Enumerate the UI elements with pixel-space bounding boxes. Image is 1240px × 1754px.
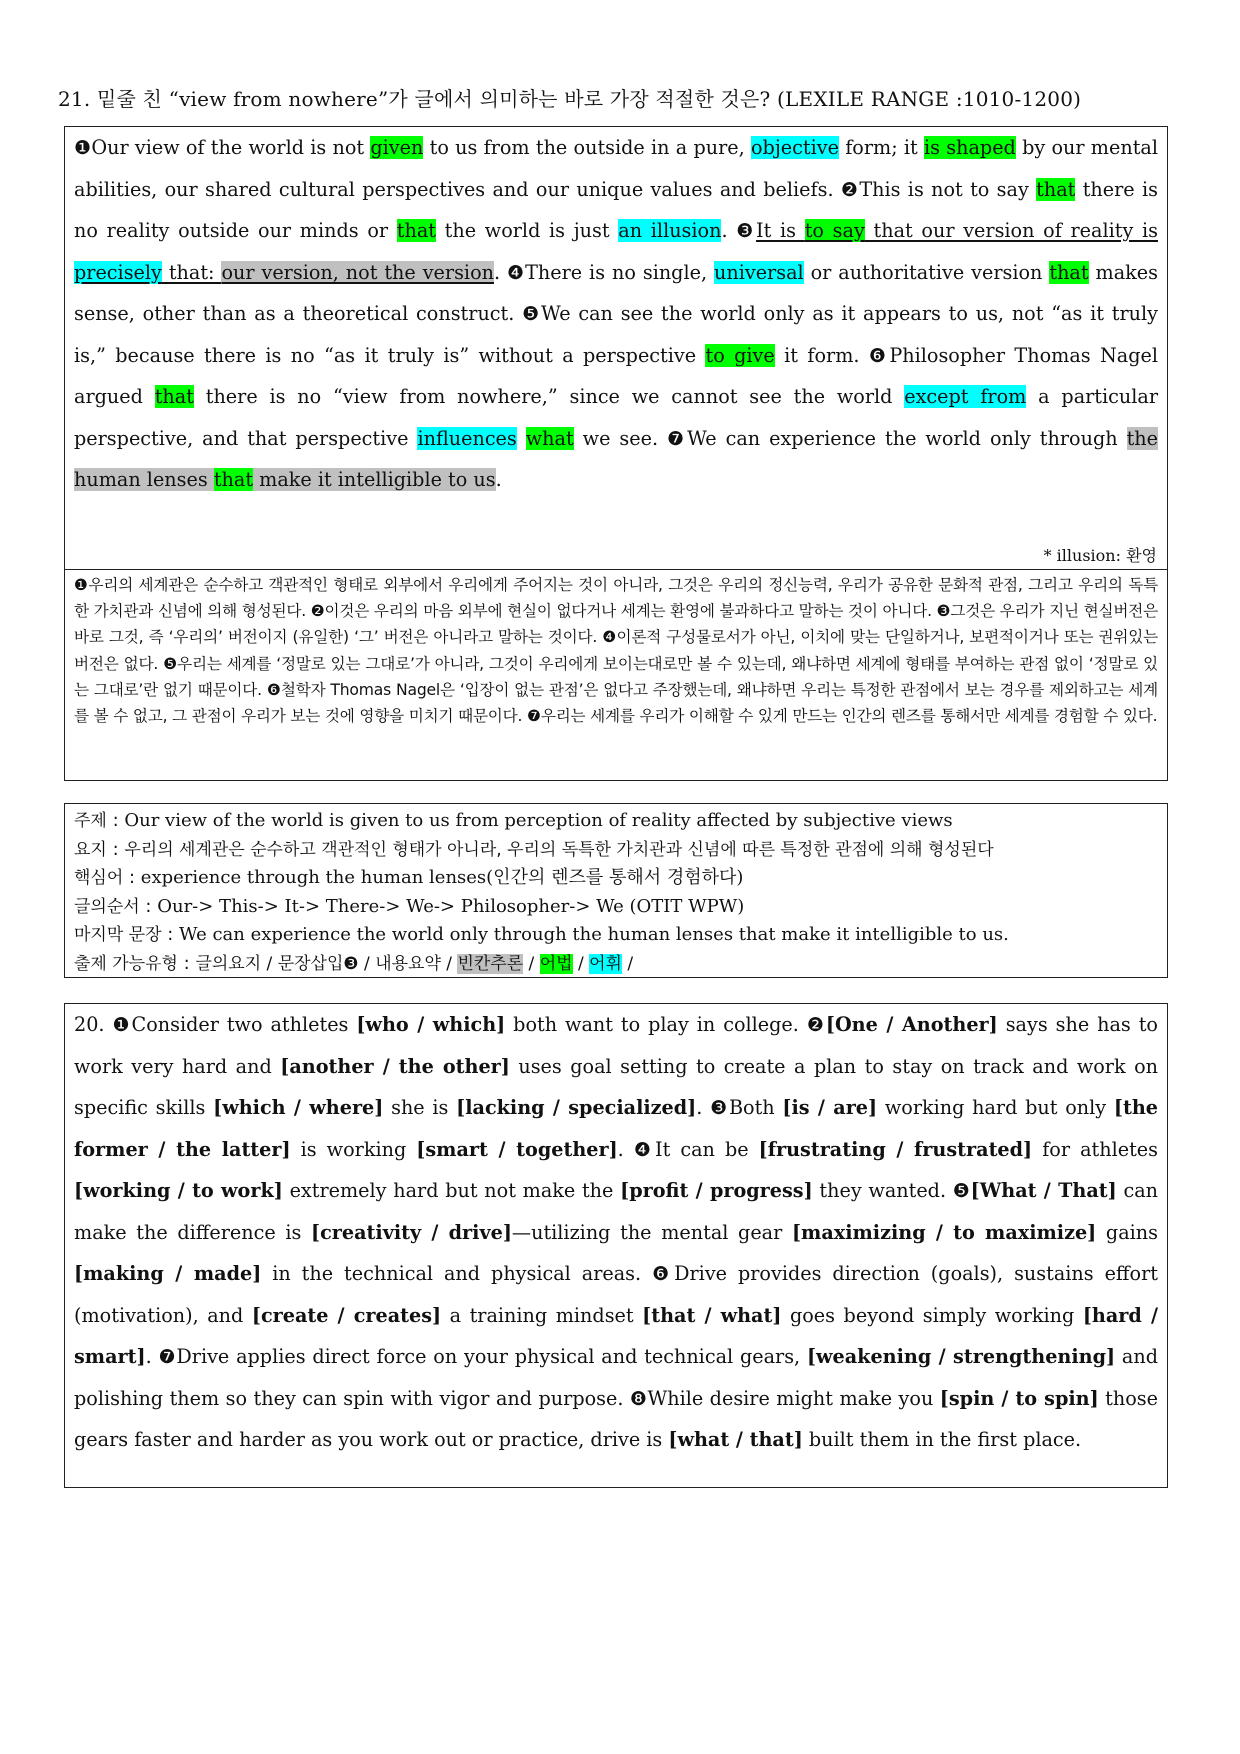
summary-theme-row: 주제 : Our view of the world is given to us from perception of reality affected by subjective views [74,810,953,831]
order-label: 글의순서 [74,896,140,917]
passage-segment: makes sense, other than as a theoretical construct. ❺We can see the world only as it appears to us, not “as it truly is,” because there is no “as it truly is” without a perspective [74,260,1158,367]
question-20-segment: they wanted. ❺ [812,1179,971,1202]
question-20-text [74,1004,1158,1461]
gist-label: 요지 [74,839,107,860]
translation-box [64,569,1168,781]
highlighted-phrase: given [370,136,424,159]
question-20-segment: . ❹It can be [617,1137,759,1161]
question-types-label: 출제 가능유형 [74,953,178,974]
summary-last-sentence-row: 마지막 문장 : We can experience the world only through the human lenses that make it intelligible to us. [74,924,1009,945]
summary-keyword-row: 핵심어 : experience through the human lenses(인간의 렌즈를 통해서 경험하다) [74,867,744,888]
grammar-choice: [the former / the latter] [74,1096,1158,1161]
keyword-label: 핵심어 [74,868,124,888]
grammar-choice: [weakening / strengthening] [806,1345,1116,1368]
grammar-choice: [maximizing / to maximize] [791,1220,1097,1244]
passage-segment: by our mental abilities, our shared cultural perspectives and our unique values and beliefs. ❷This is not to say [74,136,1158,201]
question-type: 글의요지 [195,953,262,974]
type-separator: / [572,953,590,974]
question-type: 내용요약 [375,953,441,974]
type-separator: / [358,953,376,974]
question-20-segment: she is [383,1096,457,1119]
question-20-segment: gains [1096,1220,1158,1244]
highlighted-phrase: precisely [74,260,162,284]
highlighted-phrase: to give [705,343,775,367]
passage-segment: that: [161,260,222,284]
passage-segment: . ❹There is no single, [493,260,715,284]
footnote: * illusion: 환영 [1043,546,1157,565]
passage-segment: . ❸ [721,219,757,242]
passage-segment: we see. ❼We can experience the world only through [573,426,1127,450]
highlighted-phrase: that [213,468,254,491]
question-type: 빈칸추론 [457,953,524,974]
passage-segment: form; it [838,136,925,159]
question-20-segment: a training mindset [441,1303,643,1327]
grammar-choice: [hard / smart] [74,1303,1158,1368]
passage-segment: it form. ❻Philosopher Thomas Nagel argued [74,343,1158,408]
passage-segment: ❶Our view of the world is not [74,136,371,159]
grammar-choice: [One / Another] [825,1013,998,1036]
highlighted-phrase: is shaped [924,136,1016,159]
question-20-segment: and polishing them so they can spin with vigor and purpose. ❽While desire might make you [74,1345,1158,1410]
last-sentence-label: 마지막 문장 [74,925,162,945]
passage-segment: there is no reality outside our minds or [74,177,1158,242]
question-21-title: 21. 밑줄 친 “view from nowhere”가 글에서 의미하는 바로 가장 적절한 것은? (LEXILE RANGE :1010-1200) [58,87,1082,111]
question-20-segment: is working [290,1137,417,1161]
type-separator: / [621,953,634,974]
grammar-choice: [create / creates] [251,1303,442,1327]
summary-gist-row: 요지 : 우리의 세계관은 순수하고 객관적인 형태가 아니라, 우리의 독특한 가치관과 신념에 따른 특정한 관점에 의해 형성된다 [74,838,994,860]
question-20-segment: says she has to work very hard and [74,1013,1158,1078]
grammar-choice: [frustrating / frustrated] [758,1137,1033,1161]
order-value: Our-> This-> It-> There-> We-> Philosopher-> We (OTIT WPW) [157,895,745,917]
question-20-segment: those gears faster and harder as you work out or practice, drive is [74,1386,1158,1451]
grammar-choice: [spin / to spin] [939,1386,1099,1410]
highlighted-phrase: to say [804,219,865,242]
passage-text [74,127,1158,501]
question-20-segment: for athletes [1032,1137,1158,1161]
question-20-segment: in the technical and physical areas. ❻Drive provides direction (goals), sustains effort (motivation), and [74,1262,1158,1327]
grammar-choice: [creativity / drive] [311,1220,512,1244]
passage-segment: . [495,468,502,491]
summary-order-row: 글의순서 : Our-> This-> It-> There-> We-> Philosopher-> We (OTIT WPW) [74,895,745,917]
question-type: 어휘 [589,953,622,974]
translation-text: ❶우리의 세계관은 순수하고 객관적인 형태로 외부에서 우리에게 주어지는 것이 아니라, 그것은 우리의 정신능력, 우리가 공유한 문화적 관점, 그리고 우리의 독특한 가치관과 신념에 의해 형성된다. ❷이것은 우리의 마음 외부에 현실이 없다거나 세계는 환영에 불과하다고 말하는 것이 아니다. ❸그것은 우리가 지닌 현실버전은 바로 그것, 즉 ‘우리의’ 버전이지 (유일한) ‘그’ 버전은 아니라고 말하는 것이다. ❹이론적 구성물로서가 아닌, 이치에 맞는 단일하거나, 보편적이거나 또는 권위있는 버전은 없다. ❺우리는 세계를 ‘정말로 있는 그대로’가 아니라, 그것이 우리에게 보이는대로만 볼 수 있는데, 왜냐하면 세계에 형태를 부여하는 관점 없이 ‘정말로 있는 그대로’란 없기 때문이다. ❻철학자 Thomas Nagel은 ‘입장이 없는 관점’은 없다고 주장했는데, 왜냐하면 우리는 특정한 관점에서 보는 경우를 제외하고는 세계를 볼 수 없고, 그 관점이 우리가 보는 것에 영향을 미치기 때문이다. ❼우리는 세계를 우리가 이해할 수 있게 만드는 인간의 렌즈를 통해서만 세계를 경험할 수 있다. [74,576,1158,726]
question-20-segment: 20. ❶Consider two athletes [74,1013,357,1036]
grammar-choice: [that / what] [642,1303,782,1327]
question-20-segment: . ❼Drive applies direct force on your physical and technical gears, [145,1345,807,1368]
grammar-choice: [What / That] [970,1179,1117,1202]
type-separator: / [261,953,278,974]
passage-segment: to us from the outside in a pure, [423,136,751,159]
highlighted-phrase: that [1049,260,1089,284]
highlighted-phrase: except from [904,385,1027,408]
highlighted-phrase: an illusion [618,219,722,242]
passage-segment: the world is just [435,219,619,242]
highlighted-phrase: that [1036,177,1076,201]
question-20-segment: extremely hard but not make the [282,1179,621,1202]
passage-segment [517,427,526,450]
highlighted-phrase: that [154,385,194,408]
passage-segment: there is no “view from nowhere,” since we cannot see the world [193,385,905,408]
summary-question-types-row: 출제 가능유형 : 글의요지 / 문장삽입❸ / 내용요약 / 빈칸추론 / 어법 / 어휘 / [74,952,634,974]
question-20-segment: built them in the first place. [802,1428,1082,1451]
question-20-segment: working hard but only [877,1096,1114,1119]
type-separator: / [440,953,458,974]
passage-segment: that our version of reality is [864,219,1158,242]
grammar-choice: [making / made] [74,1262,262,1285]
question-type: 문장삽입❸ [277,953,359,974]
highlighted-phrase: the human lenses [74,426,1158,491]
question-types-list [195,954,633,974]
highlighted-phrase: objective [751,136,839,159]
question-20-segment: both want to play in college. ❷ [505,1013,826,1036]
grammar-choice: [another / the other] [280,1054,510,1078]
type-separator: / [523,953,540,974]
highlighted-phrase: that [396,219,436,242]
grammar-choice: [which / where] [213,1096,384,1119]
passage-segment: a particular perspective, and that perspective [74,385,1159,450]
highlighted-phrase: make it intelligible to us [253,468,496,491]
passage-box [64,126,1168,570]
question-20-segment: uses goal setting to create a plan to stay on track and work on specific skills [74,1054,1158,1119]
question-20-segment: goes beyond simply working [781,1303,1083,1327]
highlighted-phrase: universal [714,260,804,284]
question-20-box [64,1003,1168,1488]
gist-value: 우리의 세계관은 순수하고 객관적인 형태가 아니라, 우리의 독특한 가치관과 신념에 따른 특정한 관점에 의해 형성된다 [124,839,994,860]
question-20-segment: can make the difference is [74,1179,1158,1244]
passage-segment: It is [756,219,805,242]
summary-box [64,803,1168,978]
last-sentence-value: We can experience the world only through the human lenses that make it intelligible to us. [179,924,1009,945]
grammar-choice: [is / are] [782,1096,878,1119]
theme-label: 주제 [74,811,107,831]
grammar-choice: [lacking / specialized] [456,1096,697,1119]
highlighted-phrase: what [525,426,574,450]
question-20-segment: —utilizing the mental gear [511,1220,792,1244]
question-20-segment: . ❸Both [696,1096,783,1119]
passage-segment: or authoritative version [803,260,1050,284]
highlighted-phrase: influences [417,426,517,450]
theme-value: Our view of the world is given to us from perception of reality affected by subjective views [124,810,953,831]
grammar-choice: [profit / progress] [620,1179,813,1202]
grammar-choice: [who / which] [356,1013,506,1036]
grammar-choice: [working / to work] [74,1179,283,1202]
keyword-value: experience through the human lenses(인간의 렌즈를 통해서 경험하다) [140,867,744,888]
question-type: 어법 [539,953,573,974]
grammar-choice: [smart / together] [416,1137,618,1161]
highlighted-phrase: our version, not the version [221,260,494,284]
grammar-choice: [what / that] [668,1428,803,1451]
